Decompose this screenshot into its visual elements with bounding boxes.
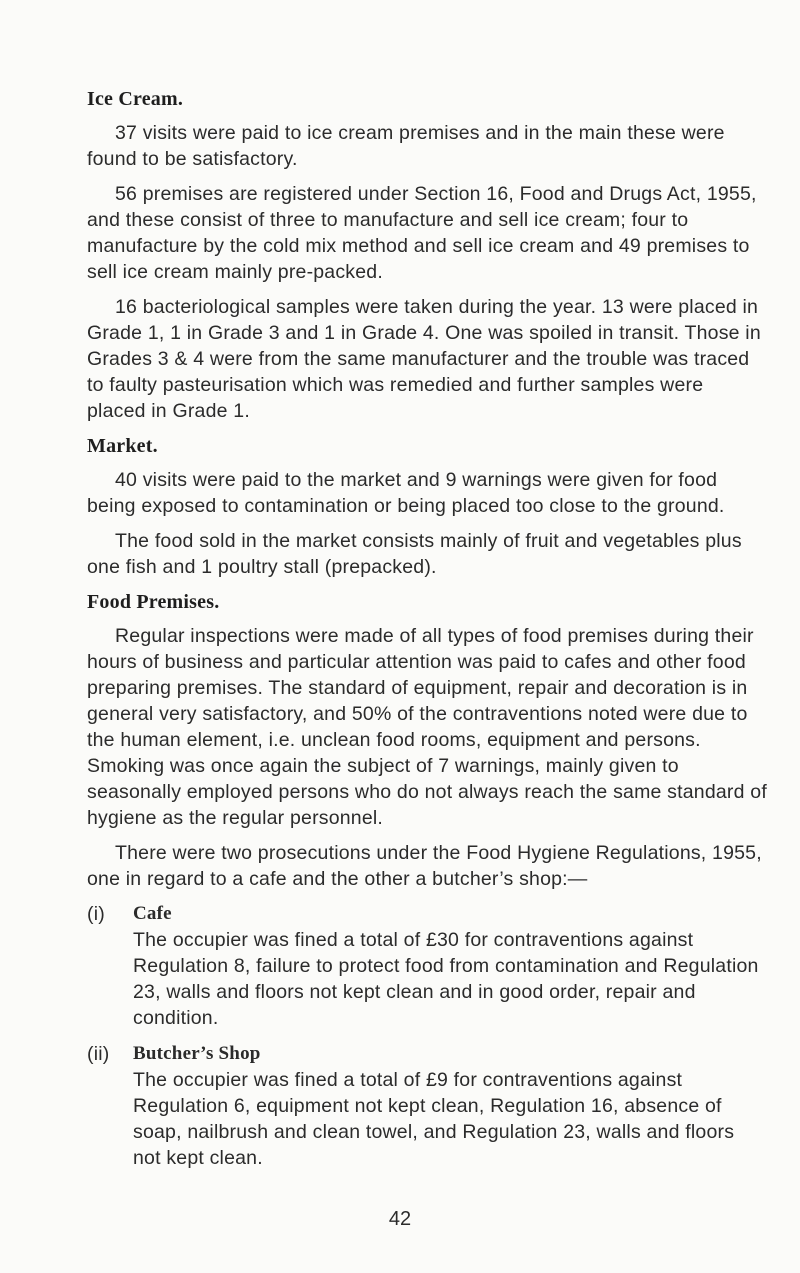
- paragraph: Regular inspections were made of all types of food premises during their hours of business and particular attention was paid to cafes and other food preparing premises. The standard of equipment, repair and decoration is in general very satisfactory, and 50% of the contraventions noted were due to the human element, i.e. unclean food rooms, equipment and persons. Smoking was once again the subject of 7 warnings, mainly given to seasonally employed persons who do not always reach the same standard of hygiene as the regular personnel.: [87, 625, 767, 829]
- list-item-text: The occupier was fined a total of £30 for contraventions against Regulation 8, failure to protect food from contamination and Regulation 23, walls and floors not kept clean and in good order, repair and condition.: [133, 929, 759, 1029]
- heading-ice-cream: Ice Cream.: [87, 88, 184, 110]
- document-page: [87, 86, 767, 1181]
- heading-food-premises: Food Premises.: [87, 591, 220, 613]
- list-item-butchers-shop: [87, 1041, 767, 1171]
- paragraph: 40 visits were paid to the market and 9 warnings were given for food being exposed to contamination or being placed too close to the ground.: [87, 469, 725, 517]
- section-ice-cream: [87, 86, 767, 424]
- list-item-text: The occupier was fined a total of £9 for contraventions against Regulation 6, equipment not kept clean, Regulation 16, absence of soap, nailbrush and clean towel, and Regulation 23, walls and floors not kept clean.: [133, 1069, 735, 1169]
- paragraph: 16 bacteriological samples were taken during the year. 13 were placed in Grade 1, 1 in Grade 3 and 1 in Grade 4. One was spoiled in transit. Those in Grades 3 & 4 were from the same manufacturer and the trouble was traced to faulty pasteurisation which was remedied and further samples were placed in Grade 1.: [87, 296, 761, 422]
- heading-market: Market.: [87, 435, 158, 457]
- list-item-cafe: [87, 901, 767, 1031]
- list-item-number: (i): [87, 903, 105, 925]
- section-food-premises: [87, 589, 767, 1171]
- page-number: 42: [388, 1208, 412, 1230]
- list-item-title: Butcher’s Shop: [133, 1043, 261, 1064]
- list-item-title: Cafe: [133, 903, 172, 924]
- section-market: [87, 433, 767, 580]
- list-item-number: (ii): [87, 1043, 110, 1065]
- paragraph: 56 premises are registered under Section 16, Food and Drugs Act, 1955, and these consist of three to manufacture and sell ice cream; four to manufacture by the cold mix method and sell ice cream and 49 premises to sell ice cream mainly pre-packed.: [87, 183, 757, 283]
- paragraph: The food sold in the market consists mainly of fruit and vegetables plus one fish and 1 poultry stall (prepacked).: [87, 530, 742, 578]
- paragraph: There were two prosecutions under the Food Hygiene Regulations, 1955, one in regard to a cafe and the other a butcher’s shop:—: [87, 842, 762, 890]
- list-item-body: [133, 901, 767, 1031]
- paragraph: 37 visits were paid to ice cream premises and in the main these were found to be satisfactory.: [87, 122, 725, 170]
- list-item-body: [133, 1041, 767, 1171]
